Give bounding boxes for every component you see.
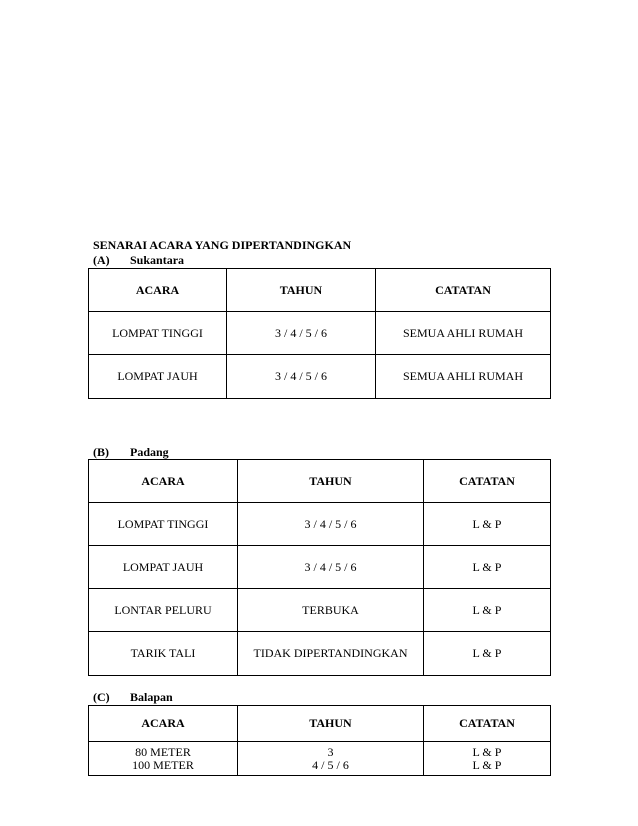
cell-tahun: TERBUKA — [238, 589, 424, 632]
cell-catatan-line: L & P — [472, 744, 502, 759]
cell-catatan: L & P — [424, 546, 551, 589]
table-row — [89, 742, 551, 776]
table-row — [89, 312, 551, 355]
header-acara: ACARA — [89, 460, 238, 503]
cell-acara — [89, 742, 238, 776]
cell-tahun: 3 / 4 / 5 / 6 — [227, 312, 376, 355]
cell-catatan: L & P — [424, 632, 551, 676]
section-a-marker: (A) — [93, 253, 110, 267]
cell-acara: LOMPAT JAUH — [89, 355, 227, 399]
section-b-table — [88, 459, 551, 676]
header-acara: ACARA — [89, 706, 238, 742]
section-b-marker: (B) — [93, 445, 109, 459]
section-a-table — [88, 268, 551, 399]
table-header-row — [89, 706, 551, 742]
cell-catatan: L & P — [424, 503, 551, 546]
table-row — [89, 589, 551, 632]
header-tahun: TAHUN — [227, 269, 376, 312]
header-catatan: CATATAN — [424, 706, 551, 742]
table-header-row — [89, 269, 551, 312]
table-row — [89, 503, 551, 546]
table-header-row — [89, 460, 551, 503]
cell-acara-line: 80 METER — [135, 744, 191, 759]
cell-tahun: 3 / 4 / 5 / 6 — [238, 503, 424, 546]
section-c-marker: (C) — [93, 690, 110, 704]
cell-tahun: 3 / 4 / 5 / 6 — [238, 546, 424, 589]
cell-acara: LOMPAT JAUH — [89, 546, 238, 589]
section-c-table — [88, 705, 551, 776]
cell-catatan: SEMUA AHLI RUMAH — [376, 355, 551, 399]
table-row — [89, 355, 551, 399]
header-tahun: TAHUN — [238, 706, 424, 742]
cell-catatan-line: L & P — [472, 757, 502, 772]
cell-acara: LOMPAT TINGGI — [89, 312, 227, 355]
cell-acara: LOMPAT TINGGI — [89, 503, 238, 546]
header-acara: ACARA — [89, 269, 227, 312]
cell-tahun — [238, 742, 424, 776]
cell-tahun: TIDAK DIPERTANDINGKAN — [238, 632, 424, 676]
table-row — [89, 546, 551, 589]
table-row — [89, 632, 551, 676]
cell-catatan: L & P — [424, 589, 551, 632]
cell-tahun-line: 3 — [327, 744, 334, 759]
cell-tahun-line: 4 / 5 / 6 — [312, 757, 349, 772]
section-c-name: Balapan — [130, 690, 173, 704]
cell-acara: TARIK TALI — [89, 632, 238, 676]
cell-catatan: SEMUA AHLI RUMAH — [376, 312, 551, 355]
cell-catatan — [424, 742, 551, 776]
header-catatan: CATATAN — [376, 269, 551, 312]
cell-tahun: 3 / 4 / 5 / 6 — [227, 355, 376, 399]
document-title: SENARAI ACARA YANG DIPERTANDINGKAN — [93, 238, 352, 252]
header-tahun: TAHUN — [238, 460, 424, 503]
cell-acara: LONTAR PELURU — [89, 589, 238, 632]
section-b-name: Padang — [130, 445, 169, 459]
section-a-name: Sukantara — [130, 253, 185, 267]
header-catatan: CATATAN — [424, 460, 551, 503]
cell-acara-line: 100 METER — [132, 757, 194, 772]
